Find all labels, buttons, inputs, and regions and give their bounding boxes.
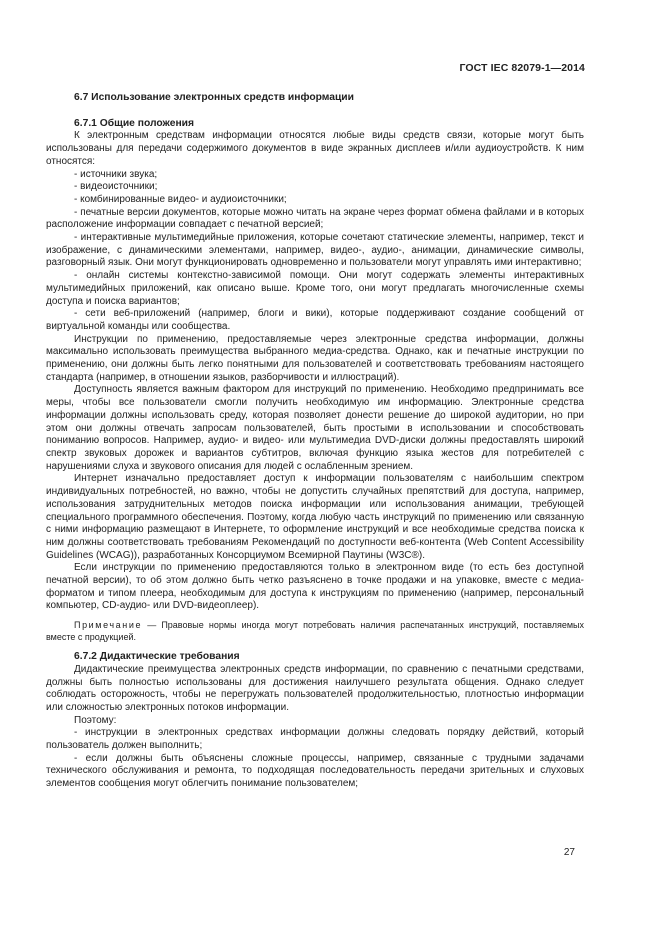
standard-header: ГОСТ IEC 82079-1—2014 xyxy=(459,62,585,74)
list-item: - комбинированные видео- и аудиоисточники; xyxy=(74,193,287,205)
list-item: - видеоисточники; xyxy=(74,181,158,193)
subsection-title-general: 6.7.1 Общие положения xyxy=(74,117,194,129)
list-item: - если должны быть объяснены сложные процессы, например, связанные с трудными задачами технического обслуживания и ремонта, то подходящая последовательность передачи зрительных и слуховых элементов сообщения могут облегчить понимание пользователем; xyxy=(46,752,584,790)
paragraph: К электронным средствам информации относятся любые виды средств связи, которые могут быть использованы для передачи содержимого документов в виде экранных дисплеев и/или аудиоустройств. К ним относятся: xyxy=(46,130,584,167)
note-label: Примечание xyxy=(74,620,143,631)
page-number: 27 xyxy=(563,847,575,858)
subsection-title-didactic: 6.7.2 Дидактические требования xyxy=(74,651,240,663)
paragraph: Интернет изначально предоставляет доступ к информации пользователям с наибольшим спектром индивидуальных потребностей, но важно, чтобы не допустить случайных препятствий для доступа, например, использования затруднительных методов поиска информации или использования анимации, требующей специального программного обеспечения. Поэтому, когда любую часть инструкций по применению или связанную с ними информацию размещают в Интернете, то оформление инструкций и все необходимые средства поиска к ним должны соответствовать требованиям Рекомендаций по доступности веб-контента (Web Content Accessibility Guidelines (WCAG)), разработанных Консорциумом Всемирной Паутины (W3C®). xyxy=(46,473,584,561)
list-item: - печатные версии документов, которые можно читать на экране через формат обмена файлами и в которых расположение информации совпадает с печатной версией; xyxy=(46,206,584,231)
page-content xyxy=(46,92,584,791)
list-item: - источники звука; xyxy=(74,168,158,180)
paragraph: Инструкции по применению, предоставляемые через электронные средства информации, должны максимально использовать преимущества выбранного медиа-средства. Однако, как и печатные инструкции по применению, они должны быть легко понятными для пользователей и соответствовать требованиям настоящего стандарта (например, в отношении языков, разборчивости и иллюстраций). xyxy=(46,333,584,383)
note xyxy=(46,619,584,643)
list-item: - интерактивные мультимедийные приложения, которые сочетают статические элементы, например, текст и изображение, с динамическими элементами, например, видео-, аудио-, анимации, динамические символы, разговорный язык. Они могут функционировать одновременно и пользователи могут управлять ими интерактивно; xyxy=(46,232,584,269)
list-item: - сети веб-приложений (например, блоги и вики), которые поддерживают создание сообщений от виртуальной команды или сообщества. xyxy=(46,308,584,332)
note-text: — Правовые нормы иногда могут потребовать наличия распечатанных инструкций, поставляемых вместе с продукцией. xyxy=(46,620,584,643)
paragraph: Если инструкции по применению предоставляются только в электронном виде (то есть без доступной печатной версии), то об этом должно быть четко разъяснено в точке продажи и на упаковке, вместе с медиа-форматом и типом плеера, необходимым для доступа к инструкциям по применению (например, персональный компьютер, CD-аудио- или DVD-видеоплеер). xyxy=(46,562,584,612)
section-title: 6.7 Использование электронных средств информации xyxy=(74,92,354,103)
paragraph: Поэтому: xyxy=(74,714,117,726)
list-item: - онлайн системы контекстно-зависимой помощи. Они могут содержать элементы интерактивных мультимедийных приложений, как описано выше. Кроме того, они могут предлагать многочисленные схемы доступа и поиска вариантов; xyxy=(46,270,584,307)
paragraph: Доступность является важным фактором для инструкций по применению. Необходимо предпринимать все меры, чтобы все пользователи смогли получить необходимую им информацию. Электронные средства информации должны использовать среду, которая позволяет донести решение до широкой аудитории, но при этом они должны отвечать запросам пользователей, быть простыми в использовании и способствовать пониманию вопросов. Например, аудио- и видео- или мультимедиа DVD-диски должны предоставлять широкий спектр звуковых дорожек и вариантов субтитров, включая функцию языка жестов для потребителей с нарушениями слуха и звукового описания для людей с ослабленным зрением. xyxy=(46,384,584,472)
paragraph: Дидактические преимущества электронных средств информации, по сравнению с печатными средствами, должны быть полностью использованы для достижения наилучшего результата общения. Однако следует соблюдать осторожность, чтобы не перегружать пользователей продолжительностью, плотностью информации или сложностью электронных потоков информации. xyxy=(46,663,584,713)
list-item: - инструкции в электронных средствах информации должны следовать порядку действий, который пользователь должен выполнить; xyxy=(46,727,584,752)
